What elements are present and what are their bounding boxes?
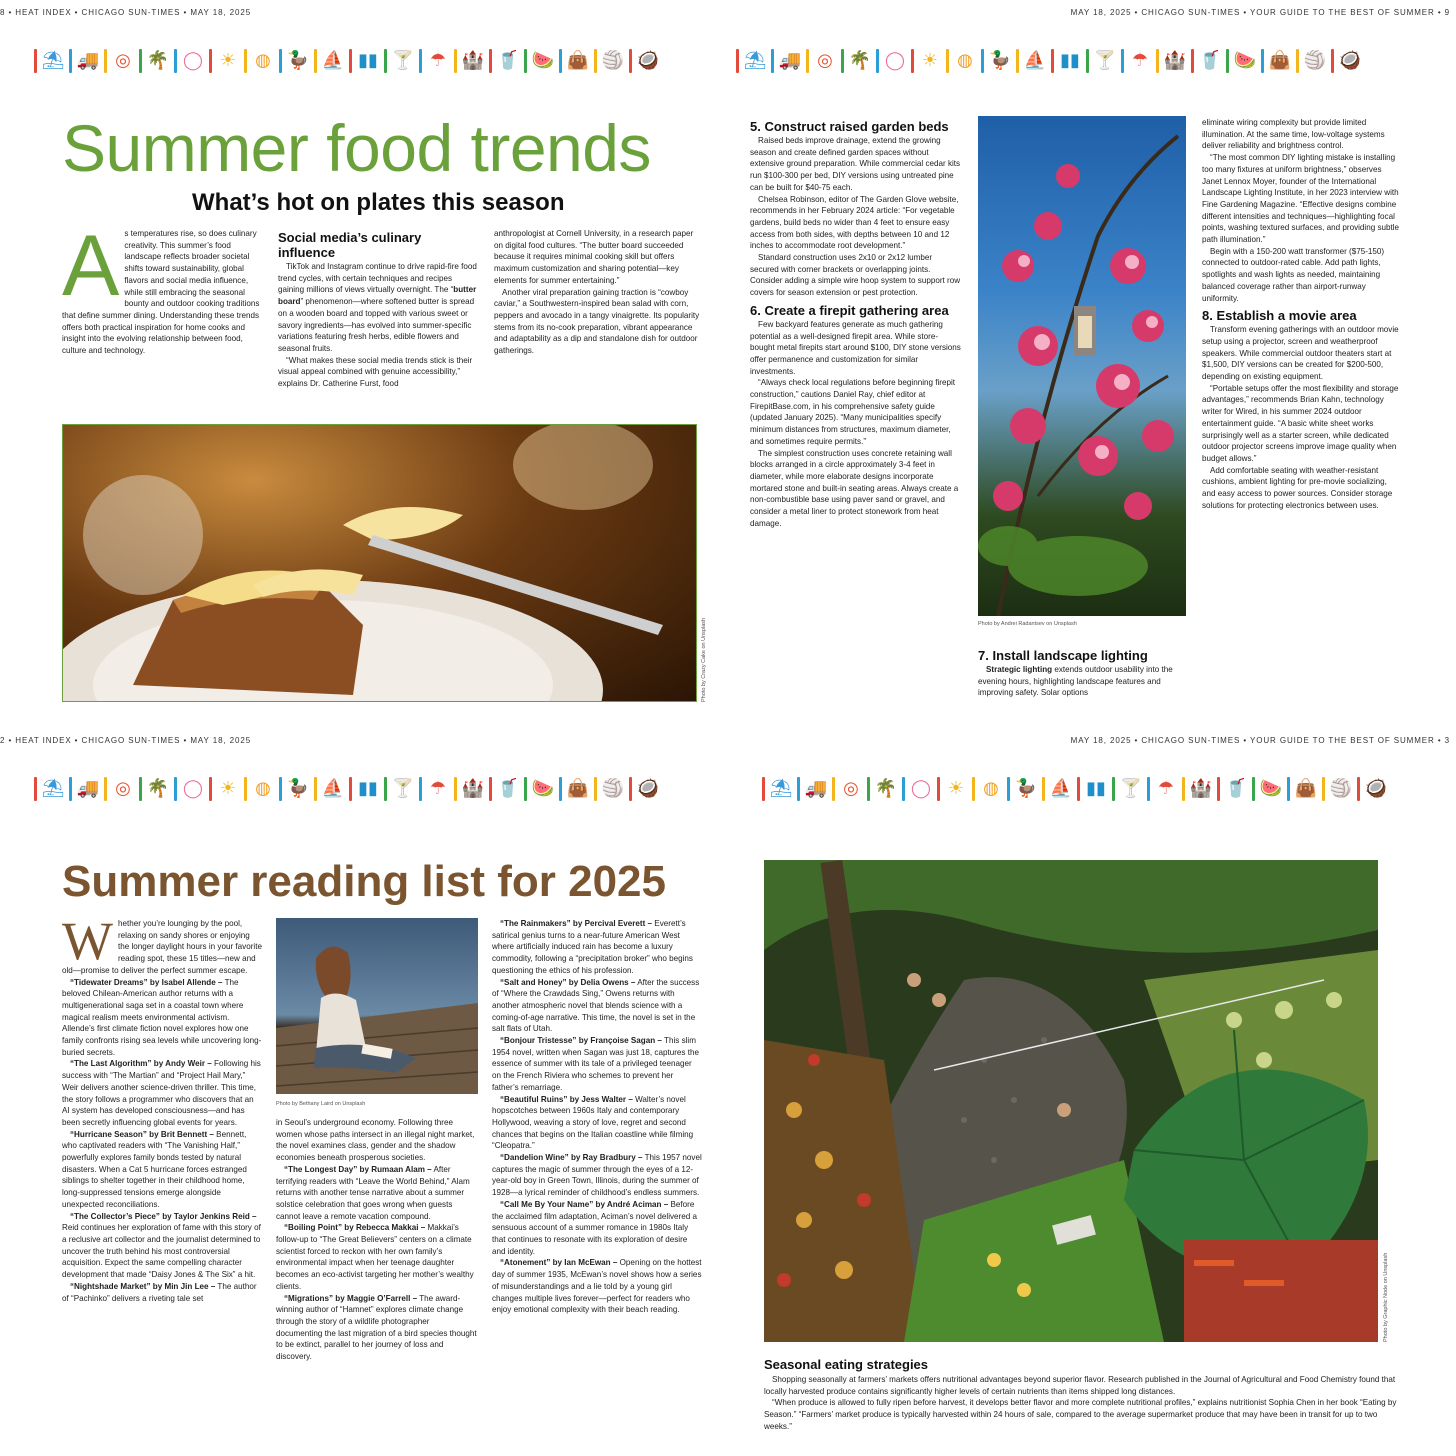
sandcastle-icon: 🏰	[1163, 50, 1187, 71]
sandcastle-icon: 🏰	[461, 50, 485, 71]
icon-divider	[876, 49, 879, 73]
text-run: TikTok and Instagram continue to drive rapid-fire food trend cycles, with certain techniques and recipes gaining millions of views virtually overnight. The “	[278, 262, 477, 295]
sun-icon: ☀	[947, 778, 965, 799]
beach-umbrella-icon: ☂	[1157, 778, 1175, 799]
book-description: The award-winning author of “Hamnet” explores climate change through the story of a wildlife photographer documenting the last migration of a bird species thought to be extinct, parallel to her journey of loss and discovery.	[276, 1293, 477, 1362]
rubber-duck-icon: 🦆	[988, 50, 1012, 71]
icon-divider	[911, 49, 914, 73]
book-title: “Migrations” by Maggie O’Farrell –	[284, 1293, 418, 1303]
book-entry	[62, 1211, 262, 1281]
flippers-icon: ▮▮	[358, 50, 378, 71]
page-folio: MAY 18, 2025 • CHICAGO SUN-TIMES • YOUR GUIDE TO THE BEST OF SUMMER • 9	[1070, 8, 1450, 17]
icon-divider	[104, 777, 107, 801]
icon-divider	[419, 49, 422, 73]
icon-divider	[174, 49, 177, 73]
icon-divider	[594, 49, 597, 73]
butter-bread-illustration	[63, 425, 697, 702]
section-heading: 8. Establish a movie area	[1202, 308, 1357, 324]
beach-bag-icon: 👜	[1268, 50, 1292, 71]
paragraph: anthropologist at Cornell University, in a research paper on digital food cultures. “The butter board succeeded because it requires minimal cooking skill but offers maximum customization and sharing potential—key elements for summer entertaining.”	[494, 229, 694, 285]
sailboat-icon: ⛵	[1023, 50, 1047, 71]
book-entry	[62, 1281, 262, 1304]
paragraph: Standard construction uses 2x10 or 2x12 lumber secured with corner brackets or overlapping joints. Consider adding a simple wire hoop system to support row covers for season extension or pest protection.	[750, 253, 961, 298]
icon-divider	[806, 49, 809, 73]
volleyball-icon: 🏐	[1329, 778, 1353, 799]
photo-credit: Photo by Crazy Cake on Unsplash	[701, 617, 707, 702]
icon-divider	[762, 777, 765, 801]
beach-bag-icon: 👜	[566, 50, 590, 71]
volleyball-icon: 🏐	[601, 778, 625, 799]
palm-tree-icon: 🌴	[874, 778, 898, 799]
icon-divider	[1051, 49, 1054, 73]
icon-divider	[139, 777, 142, 801]
life-ring-icon: ◎	[843, 778, 859, 799]
cocktail-icon: 🍸	[1119, 778, 1143, 799]
icon-divider	[736, 49, 739, 73]
flamingo-float-icon: ◯	[182, 778, 204, 799]
icon-divider	[629, 777, 632, 801]
book-description: The author of “Pachinko” delivers a riveting tale set	[62, 1281, 257, 1303]
article-column-3	[492, 918, 702, 1316]
icon-divider	[981, 49, 984, 73]
palm-tree-icon: 🌴	[146, 778, 170, 799]
page-folio: 2 • HEAT INDEX • CHICAGO SUN-TIMES • MAY 18, 2025	[0, 736, 252, 745]
article-column-1	[62, 218, 264, 357]
icon-divider	[174, 777, 177, 801]
book-description: Following his success with “The Martian” and “Project Hail Mary,” Weir delivers another science-driven thriller. This time, the story follows a programmer who discovers that an AI system has developed consciousness—and has been secretly influencing global events for years.	[62, 1059, 261, 1127]
icon-divider	[937, 777, 940, 801]
icon-divider	[209, 777, 212, 801]
paragraph: Transform evening gatherings with an outdoor movie setup using a projector, screen and weatherproof speakers. While commercial outdoor theaters start at $1,500, DIY versions can be created for $200-500, depending on existing equipment.	[1202, 325, 1399, 382]
article-text	[764, 1374, 1404, 1433]
icon-divider	[524, 49, 527, 73]
bold-term: butter board	[278, 285, 477, 307]
sun-icon: ☀	[219, 50, 237, 71]
sailboat-icon: ⛵	[321, 778, 345, 799]
coconut-drink-icon: 🥥	[1338, 50, 1362, 71]
text-run: ” phenomenon—where softened butter is spread on a wooden board and topped with various sweet or savory ingredients—has evolved into summer-specific variations featuring fresh herbs, edible flowers and seasonal fruits.	[278, 297, 475, 353]
icon-divider	[559, 777, 562, 801]
paragraph: Begin with a 150-200 watt transformer ($75-150) connected to outdoor-rated cable. Add path lights, spotlights and wash lights as needed, maintaining balanced coverage rather than airport-runway uniformity.	[1202, 246, 1385, 303]
icon-divider	[1226, 49, 1229, 73]
sun-icon: ☀	[921, 50, 939, 71]
icon-divider	[384, 777, 387, 801]
article-column-1	[62, 911, 262, 1304]
book-title: “The Collector’s Piece” by Taylor Jenkins Reid –	[70, 1211, 257, 1221]
toy-truck-icon: 🚚	[76, 778, 100, 799]
article-column-2	[278, 228, 480, 390]
book-entry	[62, 1058, 262, 1128]
sailboat-icon: ⛵	[321, 50, 345, 71]
reader-on-dock-photo	[276, 918, 478, 1094]
book-description: Before the acclaimed film adaptation, Aciman’s novel delivered a sensuous account of a summer romance in 1980s Italy that continues to resonate with its exploration of desire and identity.	[492, 1199, 698, 1256]
sandcastle-icon: 🏰	[1189, 778, 1213, 799]
book-title: “Tidewater Dreams” by Isabel Allende –	[70, 977, 223, 987]
section-heading: Social media’s culinary influence	[278, 230, 422, 260]
paragraph: eliminate wiring complexity but provide limited illumination. At the same time, low-voltage systems deliver reliability and brightness control.	[1202, 118, 1385, 151]
bold-term: Strategic lighting	[986, 665, 1053, 674]
book-description: Opening on the hottest day of summer 1935, McEwan’s novel shows how a series of misunderstandings and a lie told by a young girl changes multiple lives forever—perfect for readers who enjoy emotional complexity with their beach reading.	[492, 1258, 702, 1315]
summer-icon-strip	[30, 776, 660, 802]
text-run: extends outdoor usability into the evening hours, highlighting landscape features and improving safety. Solar options	[978, 665, 1173, 698]
orange-slice-icon: ◍	[255, 778, 271, 799]
crabapple-blossom-photo	[978, 116, 1186, 616]
icon-divider	[279, 777, 282, 801]
paragraph: Chelsea Robinson, editor of The Garden Glove website, recommends in her February 2024 article: “For vegetable gardens, build beds no wider than 4 feet to ensure easy access from both sides, with depths between 10 and 12 inches to accommodate root development.”	[750, 194, 959, 251]
farmers-market-photo	[764, 860, 1378, 1342]
book-title: “Hurricane Season” by Brit Bennett –	[70, 1129, 214, 1139]
book-entry	[492, 918, 702, 977]
book-entry	[62, 977, 262, 1059]
icon-divider	[314, 777, 317, 801]
icon-divider	[1042, 777, 1045, 801]
book-title: “Call Me By Your Name” by André Aciman –	[500, 1199, 669, 1209]
toy-truck-icon: 🚚	[778, 50, 802, 71]
flamingo-float-icon: ◯	[182, 50, 204, 71]
cocktail-icon: 🍸	[1093, 50, 1117, 71]
drink-glass-icon: 🥤	[1224, 778, 1248, 799]
book-description: After the success of “Where the Crawdads Sing,” Owens returns with another atmospheric novel that blends science with a coming-of-age narrative. This time, the novel is set in the salt flats of Utah.	[492, 977, 700, 1034]
article-column-2	[276, 1117, 478, 1363]
backyard-projects-page	[728, 0, 1456, 728]
rubber-duck-icon: 🦆	[286, 50, 310, 71]
article-column-1	[750, 117, 962, 530]
book-description: This 1957 novel captures the magic of summer through the eyes of a 12-year-old boy in Green Town, Illinois, during the summer of 1928—a lyrical reminder of childhood’s endless summers.	[492, 1153, 702, 1198]
section-heading: 7. Install landscape lighting	[978, 648, 1148, 663]
coconut-drink-icon: 🥥	[636, 50, 660, 71]
icon-divider	[454, 49, 457, 73]
flippers-icon: ▮▮	[358, 778, 378, 799]
section-heading: 5. Construct raised garden beds	[750, 119, 949, 134]
rubber-duck-icon: 🦆	[286, 778, 310, 799]
book-description: After terrifying readers with “Leave the World Behind,” Alam returns with another tense narrative about a summer solstice celebration that goes wrong when guests cannot leave a remote vacation compound.	[276, 1164, 470, 1221]
palm-tree-icon: 🌴	[848, 50, 872, 71]
icon-divider	[489, 777, 492, 801]
icon-divider	[1252, 777, 1255, 801]
icon-divider	[384, 49, 387, 73]
book-description: Everett’s satirical genius turns to a near-future American West where artificially induced rain has become a luxury commodity, following a “precipitation broker” who begins questioning the ethics of his profession.	[492, 919, 693, 975]
watermelon-icon: 🍉	[1233, 50, 1257, 71]
paragraph: “Portable setups offer the most flexibility and storage advantages,” recommends Brian Kahn, technology writer for Wired, in his summer 2024 outdoor entertainment guide. “A basic white sheet works surprisingly well as a starter screen, while dedicated outdoor projector screens improve image quality when budget allows.”	[1202, 383, 1399, 463]
icon-divider	[832, 777, 835, 801]
paragraph: “The most common DIY lighting mistake is installing too many fixtures at uniform brightness,” observes Janet Lennox Moyer, founder of the International Landscape Lighting Institute, in her 2023 interview with Fine Gardening Magazine. “Effective designs combine different intensities and techniques—highlighting focal points, washing textured surfaces, and providing subtle path illumination.”	[1202, 153, 1400, 245]
coconut-drink-icon: 🥥	[1364, 778, 1388, 799]
summer-icon-strip	[732, 48, 1362, 74]
icon-divider	[349, 777, 352, 801]
icon-divider	[902, 777, 905, 801]
icon-divider	[69, 777, 72, 801]
book-list	[492, 918, 702, 1316]
food-trends-page	[0, 0, 728, 728]
beach-chair-icon: ⛱	[41, 50, 65, 71]
toy-truck-icon: 🚚	[76, 50, 100, 71]
icon-divider	[419, 777, 422, 801]
icon-divider	[209, 49, 212, 73]
book-description: This slim 1954 novel, written when Sagan was just 18, captures the essence of summer with its tale of a privileged teenager on the French Riviera who schemes to prevent her father’s remarriage.	[492, 1036, 699, 1092]
book-title: “Beautiful Ruins” by Jess Walter –	[500, 1094, 633, 1104]
rubber-duck-icon: 🦆	[1014, 778, 1038, 799]
beach-umbrella-icon: ☂	[1131, 50, 1149, 71]
beach-umbrella-icon: ☂	[429, 778, 447, 799]
icon-divider	[771, 49, 774, 73]
paragraph: Few backyard features generate as much gathering potential as a well-designed firepit area. While store-bought metal firepits start around $100, DIY stone versions offer permanence and customization for similar investments.	[750, 319, 961, 376]
book-description: Walter’s novel hopscotches between 1960s Italy and contemporary Hollywood, weaving a story of love, regret and second chances that begins on the Italian coastline while filming “Cleopatra.”	[492, 1094, 694, 1151]
toy-truck-icon: 🚚	[804, 778, 828, 799]
book-entry	[62, 1129, 262, 1211]
drink-glass-icon: 🥤	[1198, 50, 1222, 71]
book-entry	[492, 1094, 702, 1153]
beach-bag-icon: 👜	[566, 778, 590, 799]
photo-credit: Photo by Andrei Radantsev on Unsplash	[978, 621, 1077, 627]
book-entry	[492, 1199, 702, 1258]
icon-divider	[454, 777, 457, 801]
icon-divider	[139, 49, 142, 73]
page-deck: What’s hot on plates this season	[192, 189, 565, 216]
article-column-3	[494, 228, 700, 357]
icon-divider	[1156, 49, 1159, 73]
book-title: “Nightshade Market” by Min Jin Lee –	[70, 1281, 216, 1291]
icon-divider	[841, 49, 844, 73]
sun-icon: ☀	[219, 778, 237, 799]
beach-umbrella-icon: ☂	[429, 50, 447, 71]
book-entry	[492, 1152, 702, 1199]
beach-bag-icon: 👜	[1294, 778, 1318, 799]
icon-divider	[1086, 49, 1089, 73]
palm-tree-icon: 🌴	[146, 50, 170, 71]
book-entry	[492, 1035, 702, 1094]
article-column-2	[978, 646, 1186, 699]
book-entry	[276, 1293, 478, 1363]
paragraph: Raised beds improve drainage, extend the growing season and create defined garden spaces without extensive ground preparation. While commercial cedar kits run $100-300 per bed, DIY versions using untreated pine can be built for $40-75 each.	[750, 136, 961, 192]
section-heading: Seasonal eating strategies	[764, 1357, 929, 1372]
summer-icon-strip	[758, 776, 1388, 802]
volleyball-icon: 🏐	[601, 50, 625, 71]
book-entry	[492, 977, 702, 1036]
icon-divider	[489, 49, 492, 73]
beach-chair-icon: ⛱	[743, 50, 767, 71]
paragraph: Shopping seasonally at farmers’ markets offers nutritional advantages beyond superior flavor. Research published in the Journal of Agricultural and Food Chemistry found that locally harvested produce contains significantly higher levels of certain nutrients than items shipped long distances.	[764, 1375, 1396, 1396]
section-heading: 6. Create a firepit gathering area	[750, 302, 949, 318]
icon-divider	[279, 49, 282, 73]
page-headline: Summer reading list for 2025	[62, 857, 666, 906]
icon-divider	[244, 777, 247, 801]
book-entry	[276, 1164, 478, 1223]
cocktail-icon: 🍸	[391, 50, 415, 71]
icon-divider	[1112, 777, 1115, 801]
icon-divider	[867, 777, 870, 801]
drink-glass-icon: 🥤	[496, 778, 520, 799]
sandcastle-icon: 🏰	[461, 778, 485, 799]
drop-cap: A	[62, 218, 120, 314]
drop-cap: W	[62, 911, 113, 971]
book-entry	[492, 1257, 702, 1316]
beach-chair-icon: ⛱	[769, 778, 793, 799]
icon-divider	[349, 49, 352, 73]
icon-divider	[1121, 49, 1124, 73]
summer-icon-strip	[30, 48, 660, 74]
icon-divider	[1191, 49, 1194, 73]
icon-divider	[1261, 49, 1264, 73]
flippers-icon: ▮▮	[1060, 50, 1080, 71]
paragraph: in Seoul’s underground economy. Following three women whose paths intersect in an illegal night market, the novel examines class, gender and the shadow economies beneath prosperous societies.	[276, 1118, 475, 1163]
icon-divider	[1357, 777, 1360, 801]
page-folio: 8 • HEAT INDEX • CHICAGO SUN-TIMES • MAY 18, 2025	[0, 8, 252, 17]
cocktail-icon: 🍸	[391, 778, 415, 799]
butter-bread-photo	[62, 424, 697, 702]
icon-divider	[34, 777, 37, 801]
icon-divider	[629, 49, 632, 73]
icon-divider	[104, 49, 107, 73]
icon-divider	[1322, 777, 1325, 801]
book-description: Makkai’s follow-up to “The Great Believers” centers on a climate scientist forced to reckon with her own family’s environmental impact when her teenage daughter becomes an eco-activist targeting her mother’s wealthy clients.	[276, 1223, 474, 1291]
coconut-drink-icon: 🥥	[636, 778, 660, 799]
orange-slice-icon: ◍	[255, 50, 271, 71]
blossom-illustration	[978, 116, 1186, 616]
icon-divider	[524, 777, 527, 801]
life-ring-icon: ◎	[115, 50, 131, 71]
orange-slice-icon: ◍	[957, 50, 973, 71]
icon-divider	[1296, 49, 1299, 73]
paragraph: “Always check local regulations before beginning firepit construction,” cautions Daniel Ray, chief editor at FirepitBase.com, in his comprehensive safety guide (updated January 2025). “Many municipalities specify minimum distances from structures, maximum diameter, and sometimes require permits.”	[750, 378, 956, 446]
icon-divider	[946, 49, 949, 73]
paragraph: The simplest construction uses concrete retaining wall blocks arranged in a circle approximately 3-4 feet in diameter, while more elaborate designs incorporate mortared stone and built-in seating areas. Always create a non-combustible base using paver sand or gravel, and consider a metal liner to protect stonework from heat damage.	[750, 448, 959, 528]
page-folio: MAY 18, 2025 • CHICAGO SUN-TIMES • YOUR GUIDE TO THE BEST OF SUMMER • 3	[1070, 736, 1450, 745]
icon-divider	[1182, 777, 1185, 801]
page-headline: Summer food trends	[62, 111, 651, 185]
icon-divider	[244, 49, 247, 73]
reader-illustration	[276, 918, 478, 1094]
book-list	[276, 1164, 478, 1363]
book-title: “Boiling Point” by Rebecca Makkai –	[284, 1223, 426, 1233]
book-title: “Bonjour Tristesse” by Françoise Sagan –	[500, 1036, 662, 1046]
orange-slice-icon: ◍	[983, 778, 999, 799]
drink-glass-icon: 🥤	[496, 50, 520, 71]
icon-divider	[1016, 49, 1019, 73]
book-description: Bennett, who captivated readers with “The Vanishing Half,” powerfully explores family bonds tested by natural disasters. When a Cat 5 hurricane forces estranged siblings to shelter together in their childhood home, long-suppressed tensions emerge alongside unexpected reconciliations.	[62, 1129, 247, 1209]
intro-text: s temperatures rise, so does culinary creativity. This summer’s food landscape reflects broader societal shifts toward sustainability, global flavors and social media influence, while still embracing the seasonal bounty and outdoor cooking traditions that define summer dining. Understanding these trends offers both practical inspiration for home cooks and insight into the evolving relationship between food, culture and technology.	[62, 229, 260, 356]
paragraph: Add comfortable seating with weather-resistant cushions, ambient lighting for pre-movie socializing, and easy access to power sources. Consider storage solutions for protecting electronics between uses.	[1202, 465, 1393, 510]
book-title: “The Longest Day” by Rumaan Alam –	[284, 1164, 432, 1174]
icon-divider	[1217, 777, 1220, 801]
book-title: “Atonement” by Ian McEwan –	[500, 1258, 618, 1268]
book-list	[62, 977, 262, 1305]
watermelon-icon: 🍉	[531, 50, 555, 71]
book-title: “The Last Algorithm” by Andy Weir –	[70, 1059, 212, 1069]
life-ring-icon: ◎	[115, 778, 131, 799]
farmers-market-page	[728, 728, 1456, 1456]
icon-divider	[797, 777, 800, 801]
reading-list-page	[0, 728, 728, 1456]
volleyball-icon: 🏐	[1303, 50, 1327, 71]
icon-divider	[1287, 777, 1290, 801]
book-description: The beloved Chilean-American author returns with a multigenerational saga set in a coastal town where magical realism meets environmental activism. Allende’s first climate fiction novel explores how one family confronts rising sea levels while uncovering long-buried secrets.	[62, 977, 262, 1057]
flamingo-float-icon: ◯	[910, 778, 932, 799]
icon-divider	[1007, 777, 1010, 801]
paragraph: “What makes these social media trends stick is their visual appeal combined with genuine accessibility,” explains Dr. Catherine Furst, food	[278, 355, 473, 389]
flamingo-float-icon: ◯	[884, 50, 906, 71]
market-illustration	[764, 860, 1378, 1342]
icon-divider	[1147, 777, 1150, 801]
icon-divider	[1331, 49, 1334, 73]
icon-divider	[314, 49, 317, 73]
icon-divider	[34, 49, 37, 73]
icon-divider	[594, 777, 597, 801]
book-entry	[276, 1222, 478, 1292]
paragraph: “When produce is allowed to fully ripen before harvest, it develops better flavor and more complete nutritional profiles,” explains nutritionist Sophia Chen in her book “Eating by Season.” “Farmers’ market produce is typically harvested within 24 hours of sale, compared to the average supermarket produce that may have been in transit for up to two weeks.”	[764, 1398, 1397, 1431]
beach-chair-icon: ⛱	[41, 778, 65, 799]
book-title: “The Rainmakers” by Percival Everett –	[500, 919, 653, 928]
icon-divider	[1077, 777, 1080, 801]
article-column-3	[1202, 117, 1402, 512]
paragraph: Another viral preparation gaining traction is “cowboy caviar,” a Southwestern-inspired bean salad with corn, peppers and avocado in a tangy vinaigrette. Its popularity stems from its no-cook preparation, vibrant appearance and adaptability as a dip and standalone dish for outdoor gatherings.	[494, 287, 700, 356]
book-title: “Salt and Honey” by Delia Owens –	[500, 977, 636, 987]
sailboat-icon: ⛵	[1049, 778, 1073, 799]
life-ring-icon: ◎	[817, 50, 833, 71]
photo-credit: Photo by Graphic Node on Unsplash	[1383, 1252, 1389, 1342]
intro-text: hether you’re lounging by the pool, relaxing on sandy shores or enjoying the longer daylight hours in your favorite reading spot, these 15 titles—new and old—promise to deliver the perfect summer escape.	[62, 919, 262, 975]
icon-divider	[69, 49, 72, 73]
watermelon-icon: 🍉	[531, 778, 555, 799]
icon-divider	[972, 777, 975, 801]
photo-credit: Photo by Bethany Laird on Unsplash	[276, 1101, 366, 1107]
flippers-icon: ▮▮	[1086, 778, 1106, 799]
book-description: Reid continues her exploration of fame with this story of a reclusive art collector and the journalist determined to uncover the truth behind his most controversial acquisition. Expect the same compelling character development that made “Daisy Jones & The Six” a hit.	[62, 1223, 261, 1280]
book-title: “Dandelion Wine” by Ray Bradbury –	[500, 1153, 643, 1163]
icon-divider	[559, 49, 562, 73]
watermelon-icon: 🍉	[1259, 778, 1283, 799]
